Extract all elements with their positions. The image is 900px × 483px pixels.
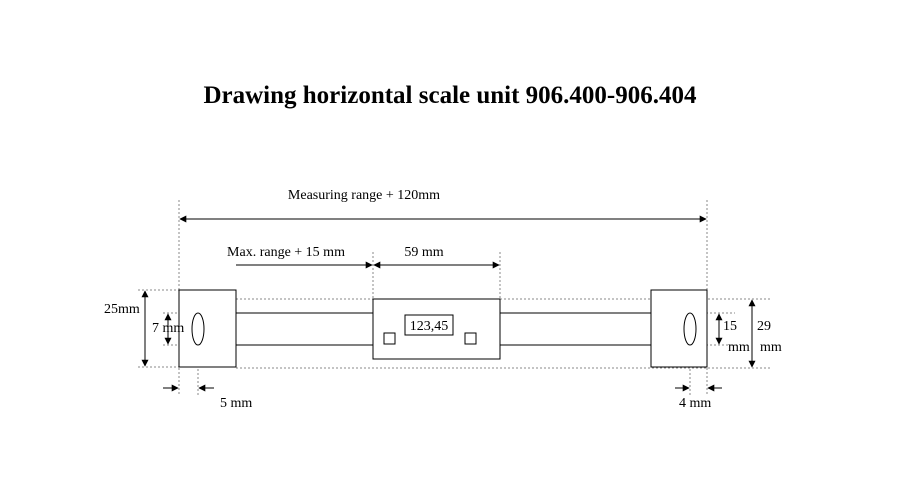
block-width-label: 59 mm xyxy=(404,245,444,260)
right-end-block xyxy=(651,290,707,367)
left-height-label: 25mm xyxy=(104,302,140,317)
right-height-label-unit: mm xyxy=(760,340,782,355)
left-hole-label: 7 mm xyxy=(152,321,185,336)
right-hole-label-unit: mm xyxy=(728,340,750,355)
left-button xyxy=(384,333,395,344)
right-height-label-number: 29 xyxy=(757,319,771,334)
display-value: 123,45 xyxy=(409,319,449,334)
max-range-label: Max. range + 15 mm xyxy=(227,245,345,260)
right-button xyxy=(465,333,476,344)
drawing-title: Drawing horizontal scale unit 906.400-906.404 xyxy=(203,82,697,109)
left-end-block xyxy=(179,290,236,367)
left-offset-label: 5 mm xyxy=(220,396,253,411)
right-offset-label: 4 mm xyxy=(679,396,712,411)
measuring-range-label: Measuring range + 120mm xyxy=(287,188,441,203)
right-hole-label-number: 15 xyxy=(723,319,737,334)
